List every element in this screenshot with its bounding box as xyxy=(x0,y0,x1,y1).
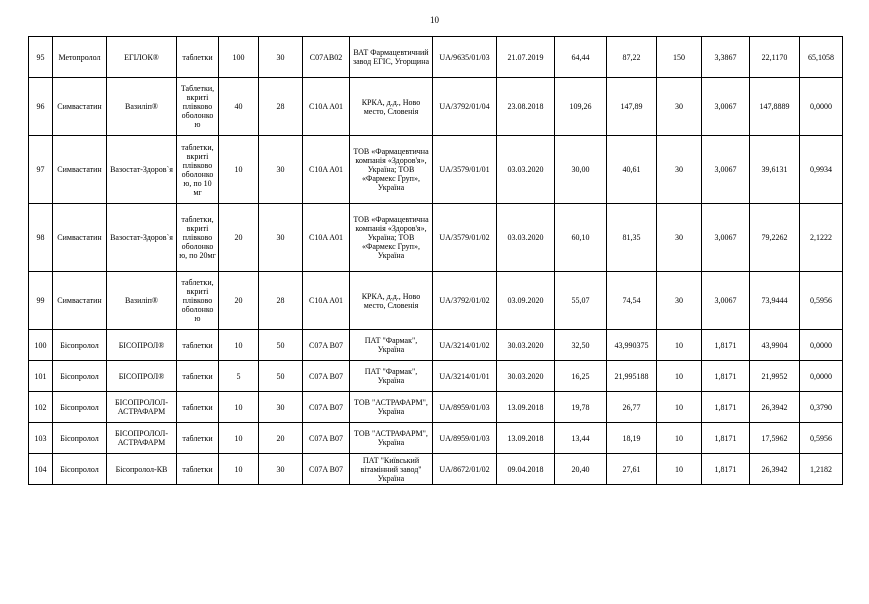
dose-cell: 10 xyxy=(219,136,259,204)
inn-cell: Бісопролол xyxy=(53,330,107,361)
inn-cell: Метопролол xyxy=(53,37,107,78)
ddd-price-cell: 3,0067 xyxy=(702,272,750,330)
retail-price-cell: 21,995188 xyxy=(607,361,657,392)
form-cell: таблетки xyxy=(177,423,219,454)
dose-cell: 40 xyxy=(219,78,259,136)
manufacturer-cell: КРКА, д.д., Ново место, Словенія xyxy=(350,272,433,330)
price-cell: 13,44 xyxy=(555,423,607,454)
brand-cell: БІСОПРОЛОЛ-АСТРАФАРМ xyxy=(107,423,177,454)
price-cell: 109,26 xyxy=(555,78,607,136)
retail-price-cell: 43,990375 xyxy=(607,330,657,361)
table-row xyxy=(29,423,843,454)
atc-code-cell: C10A A01 xyxy=(303,204,350,272)
form-cell: таблетки xyxy=(177,361,219,392)
atc-code-cell: C10A A01 xyxy=(303,136,350,204)
ddd-count-cell: 10 xyxy=(657,454,702,485)
atc-code-cell: C10A A01 xyxy=(303,272,350,330)
brand-cell: Бісопролол-КВ xyxy=(107,454,177,485)
ddd-price-cell: 1,8171 xyxy=(702,361,750,392)
table-row xyxy=(29,37,843,78)
table-row xyxy=(29,454,843,485)
quantity-cell: 50 xyxy=(259,330,303,361)
price-cell: 16,25 xyxy=(555,361,607,392)
ddd-price-cell: 1,8171 xyxy=(702,454,750,485)
date-cell: 13.09.2018 xyxy=(497,392,555,423)
brand-cell: Вазиліп® xyxy=(107,272,177,330)
atc-code-cell: C07AB02 xyxy=(303,37,350,78)
ddd-price-cell: 3,3867 xyxy=(702,37,750,78)
row-number: 101 xyxy=(29,361,53,392)
ddd-price-cell: 3,0067 xyxy=(702,204,750,272)
ddd-price-cell: 3,0067 xyxy=(702,136,750,204)
ddd-count-cell: 150 xyxy=(657,37,702,78)
date-cell: 13.09.2018 xyxy=(497,423,555,454)
reimbursement-cell: 147,8889 xyxy=(750,78,800,136)
row-number: 95 xyxy=(29,37,53,78)
row-number: 99 xyxy=(29,272,53,330)
registration-cell: UA/8959/01/03 xyxy=(433,423,497,454)
manufacturer-cell: ПАТ "Київський вітамінний завод" Україна xyxy=(350,454,433,485)
ddd-price-cell: 1,8171 xyxy=(702,330,750,361)
price-cell: 64,44 xyxy=(555,37,607,78)
inn-cell: Симвастатин xyxy=(53,78,107,136)
inn-cell: Симвастатин xyxy=(53,136,107,204)
dose-cell: 10 xyxy=(219,423,259,454)
inn-cell: Бісопролол xyxy=(53,423,107,454)
copayment-cell: 0,0000 xyxy=(800,78,843,136)
reimbursement-cell: 39,6131 xyxy=(750,136,800,204)
atc-code-cell: C07A B07 xyxy=(303,330,350,361)
manufacturer-cell: ВАТ Фармацевтичний завод ЕГІС, Угорщина xyxy=(350,37,433,78)
date-cell: 30.03.2020 xyxy=(497,361,555,392)
date-cell: 09.04.2018 xyxy=(497,454,555,485)
dose-cell: 100 xyxy=(219,37,259,78)
reimbursement-cell: 22,1170 xyxy=(750,37,800,78)
registration-cell: UA/3579/01/02 xyxy=(433,204,497,272)
reimbursement-cell: 26,3942 xyxy=(750,454,800,485)
table-row xyxy=(29,272,843,330)
date-cell: 03.03.2020 xyxy=(497,136,555,204)
quantity-cell: 30 xyxy=(259,204,303,272)
registration-cell: UA/3579/01/01 xyxy=(433,136,497,204)
ddd-count-cell: 30 xyxy=(657,204,702,272)
reimbursement-cell: 26,3942 xyxy=(750,392,800,423)
inn-cell: Бісопролол xyxy=(53,392,107,423)
ddd-price-cell: 1,8171 xyxy=(702,392,750,423)
table-row xyxy=(29,330,843,361)
quantity-cell: 30 xyxy=(259,454,303,485)
registration-cell: UA/3214/01/02 xyxy=(433,330,497,361)
reimbursement-cell: 21,9952 xyxy=(750,361,800,392)
quantity-cell: 30 xyxy=(259,136,303,204)
form-cell: таблетки, вкриті плівково оболонко ю xyxy=(177,272,219,330)
dose-cell: 20 xyxy=(219,272,259,330)
row-number: 97 xyxy=(29,136,53,204)
reimbursement-cell: 79,2262 xyxy=(750,204,800,272)
table-row xyxy=(29,78,843,136)
retail-price-cell: 81,35 xyxy=(607,204,657,272)
reimbursement-cell: 43,9904 xyxy=(750,330,800,361)
quantity-cell: 28 xyxy=(259,78,303,136)
quantity-cell: 30 xyxy=(259,392,303,423)
atc-code-cell: C07A B07 xyxy=(303,454,350,485)
row-number: 100 xyxy=(29,330,53,361)
retail-price-cell: 18,19 xyxy=(607,423,657,454)
form-cell: таблетки xyxy=(177,37,219,78)
dose-cell: 10 xyxy=(219,330,259,361)
retail-price-cell: 147,89 xyxy=(607,78,657,136)
row-number: 104 xyxy=(29,454,53,485)
copayment-cell: 0,5956 xyxy=(800,272,843,330)
brand-cell: БІСОПРОЛ® xyxy=(107,361,177,392)
quantity-cell: 28 xyxy=(259,272,303,330)
dose-cell: 5 xyxy=(219,361,259,392)
retail-price-cell: 26,77 xyxy=(607,392,657,423)
copayment-cell: 0,0000 xyxy=(800,330,843,361)
price-cell: 20,40 xyxy=(555,454,607,485)
ddd-count-cell: 10 xyxy=(657,330,702,361)
form-cell: таблетки xyxy=(177,392,219,423)
registration-cell: UA/3792/01/02 xyxy=(433,272,497,330)
page-number: 10 xyxy=(430,15,439,25)
inn-cell: Бісопролол xyxy=(53,454,107,485)
table-row xyxy=(29,392,843,423)
inn-cell: Симвастатин xyxy=(53,204,107,272)
brand-cell: БІСОПРОЛОЛ-АСТРАФАРМ xyxy=(107,392,177,423)
brand-cell: Вазостат-Здоров`я xyxy=(107,204,177,272)
manufacturer-cell: ТОВ «Фармацевтична компанія «Здоров'я», Україна; ТОВ «Фармекс Груп», Україна xyxy=(350,204,433,272)
manufacturer-cell: ПАТ "Фармак", Україна xyxy=(350,361,433,392)
date-cell: 30.03.2020 xyxy=(497,330,555,361)
quantity-cell: 20 xyxy=(259,423,303,454)
form-cell: таблетки, вкриті плівково оболонко ю, по 20мг xyxy=(177,204,219,272)
table-row xyxy=(29,204,843,272)
copayment-cell: 2,1222 xyxy=(800,204,843,272)
row-number: 98 xyxy=(29,204,53,272)
ddd-count-cell: 10 xyxy=(657,392,702,423)
brand-cell: Вазостат-Здоров`я xyxy=(107,136,177,204)
ddd-price-cell: 3,0067 xyxy=(702,78,750,136)
form-cell: Таблетки, вкриті плівково оболонко ю xyxy=(177,78,219,136)
date-cell: 03.03.2020 xyxy=(497,204,555,272)
table-row xyxy=(29,136,843,204)
drug-price-table xyxy=(28,36,843,485)
copayment-cell: 0,5956 xyxy=(800,423,843,454)
row-number: 102 xyxy=(29,392,53,423)
copayment-cell: 0,3790 xyxy=(800,392,843,423)
price-cell: 60,10 xyxy=(555,204,607,272)
ddd-count-cell: 30 xyxy=(657,136,702,204)
registration-cell: UA/8672/01/02 xyxy=(433,454,497,485)
dose-cell: 10 xyxy=(219,392,259,423)
price-cell: 19,78 xyxy=(555,392,607,423)
reimbursement-cell: 73,9444 xyxy=(750,272,800,330)
form-cell: таблетки, вкриті плівково оболонко ю, по 10 мг xyxy=(177,136,219,204)
ddd-price-cell: 1,8171 xyxy=(702,423,750,454)
row-number: 96 xyxy=(29,78,53,136)
quantity-cell: 30 xyxy=(259,37,303,78)
atc-code-cell: C07A B07 xyxy=(303,423,350,454)
ddd-count-cell: 30 xyxy=(657,272,702,330)
form-cell: таблетки xyxy=(177,330,219,361)
price-cell: 55,07 xyxy=(555,272,607,330)
registration-cell: UA/9635/01/03 xyxy=(433,37,497,78)
registration-cell: UA/3792/01/04 xyxy=(433,78,497,136)
reimbursement-cell: 17,5962 xyxy=(750,423,800,454)
dose-cell: 10 xyxy=(219,454,259,485)
date-cell: 03.09.2020 xyxy=(497,272,555,330)
brand-cell: БІСОПРОЛ® xyxy=(107,330,177,361)
manufacturer-cell: ПАТ "Фармак", Україна xyxy=(350,330,433,361)
ddd-count-cell: 30 xyxy=(657,78,702,136)
manufacturer-cell: ТОВ «Фармацевтична компанія «Здоров'я», Україна; ТОВ «Фармекс Груп», Україна xyxy=(350,136,433,204)
registration-cell: UA/3214/01/01 xyxy=(433,361,497,392)
manufacturer-cell: КРКА, д.д., Ново место, Словенія xyxy=(350,78,433,136)
price-cell: 32,50 xyxy=(555,330,607,361)
price-cell: 30,00 xyxy=(555,136,607,204)
date-cell: 23.08.2018 xyxy=(497,78,555,136)
table-row xyxy=(29,361,843,392)
retail-price-cell: 87,22 xyxy=(607,37,657,78)
date-cell: 21.07.2019 xyxy=(497,37,555,78)
copayment-cell: 1,2182 xyxy=(800,454,843,485)
retail-price-cell: 40,61 xyxy=(607,136,657,204)
atc-code-cell: C07A B07 xyxy=(303,361,350,392)
manufacturer-cell: ТОВ "АСТРАФАРМ", Україна xyxy=(350,423,433,454)
dose-cell: 20 xyxy=(219,204,259,272)
retail-price-cell: 27,61 xyxy=(607,454,657,485)
row-number: 103 xyxy=(29,423,53,454)
inn-cell: Симвастатин xyxy=(53,272,107,330)
retail-price-cell: 74,54 xyxy=(607,272,657,330)
brand-cell: Вазиліп® xyxy=(107,78,177,136)
manufacturer-cell: ТОВ "АСТРАФАРМ", Україна xyxy=(350,392,433,423)
ddd-count-cell: 10 xyxy=(657,361,702,392)
registration-cell: UA/8959/01/03 xyxy=(433,392,497,423)
copayment-cell: 65,1058 xyxy=(800,37,843,78)
inn-cell: Бісопролол xyxy=(53,361,107,392)
atc-code-cell: C10A A01 xyxy=(303,78,350,136)
quantity-cell: 50 xyxy=(259,361,303,392)
brand-cell: ЕГІЛОК® xyxy=(107,37,177,78)
form-cell: таблетки xyxy=(177,454,219,485)
atc-code-cell: C07A B07 xyxy=(303,392,350,423)
copayment-cell: 0,0000 xyxy=(800,361,843,392)
copayment-cell: 0,9934 xyxy=(800,136,843,204)
ddd-count-cell: 10 xyxy=(657,423,702,454)
